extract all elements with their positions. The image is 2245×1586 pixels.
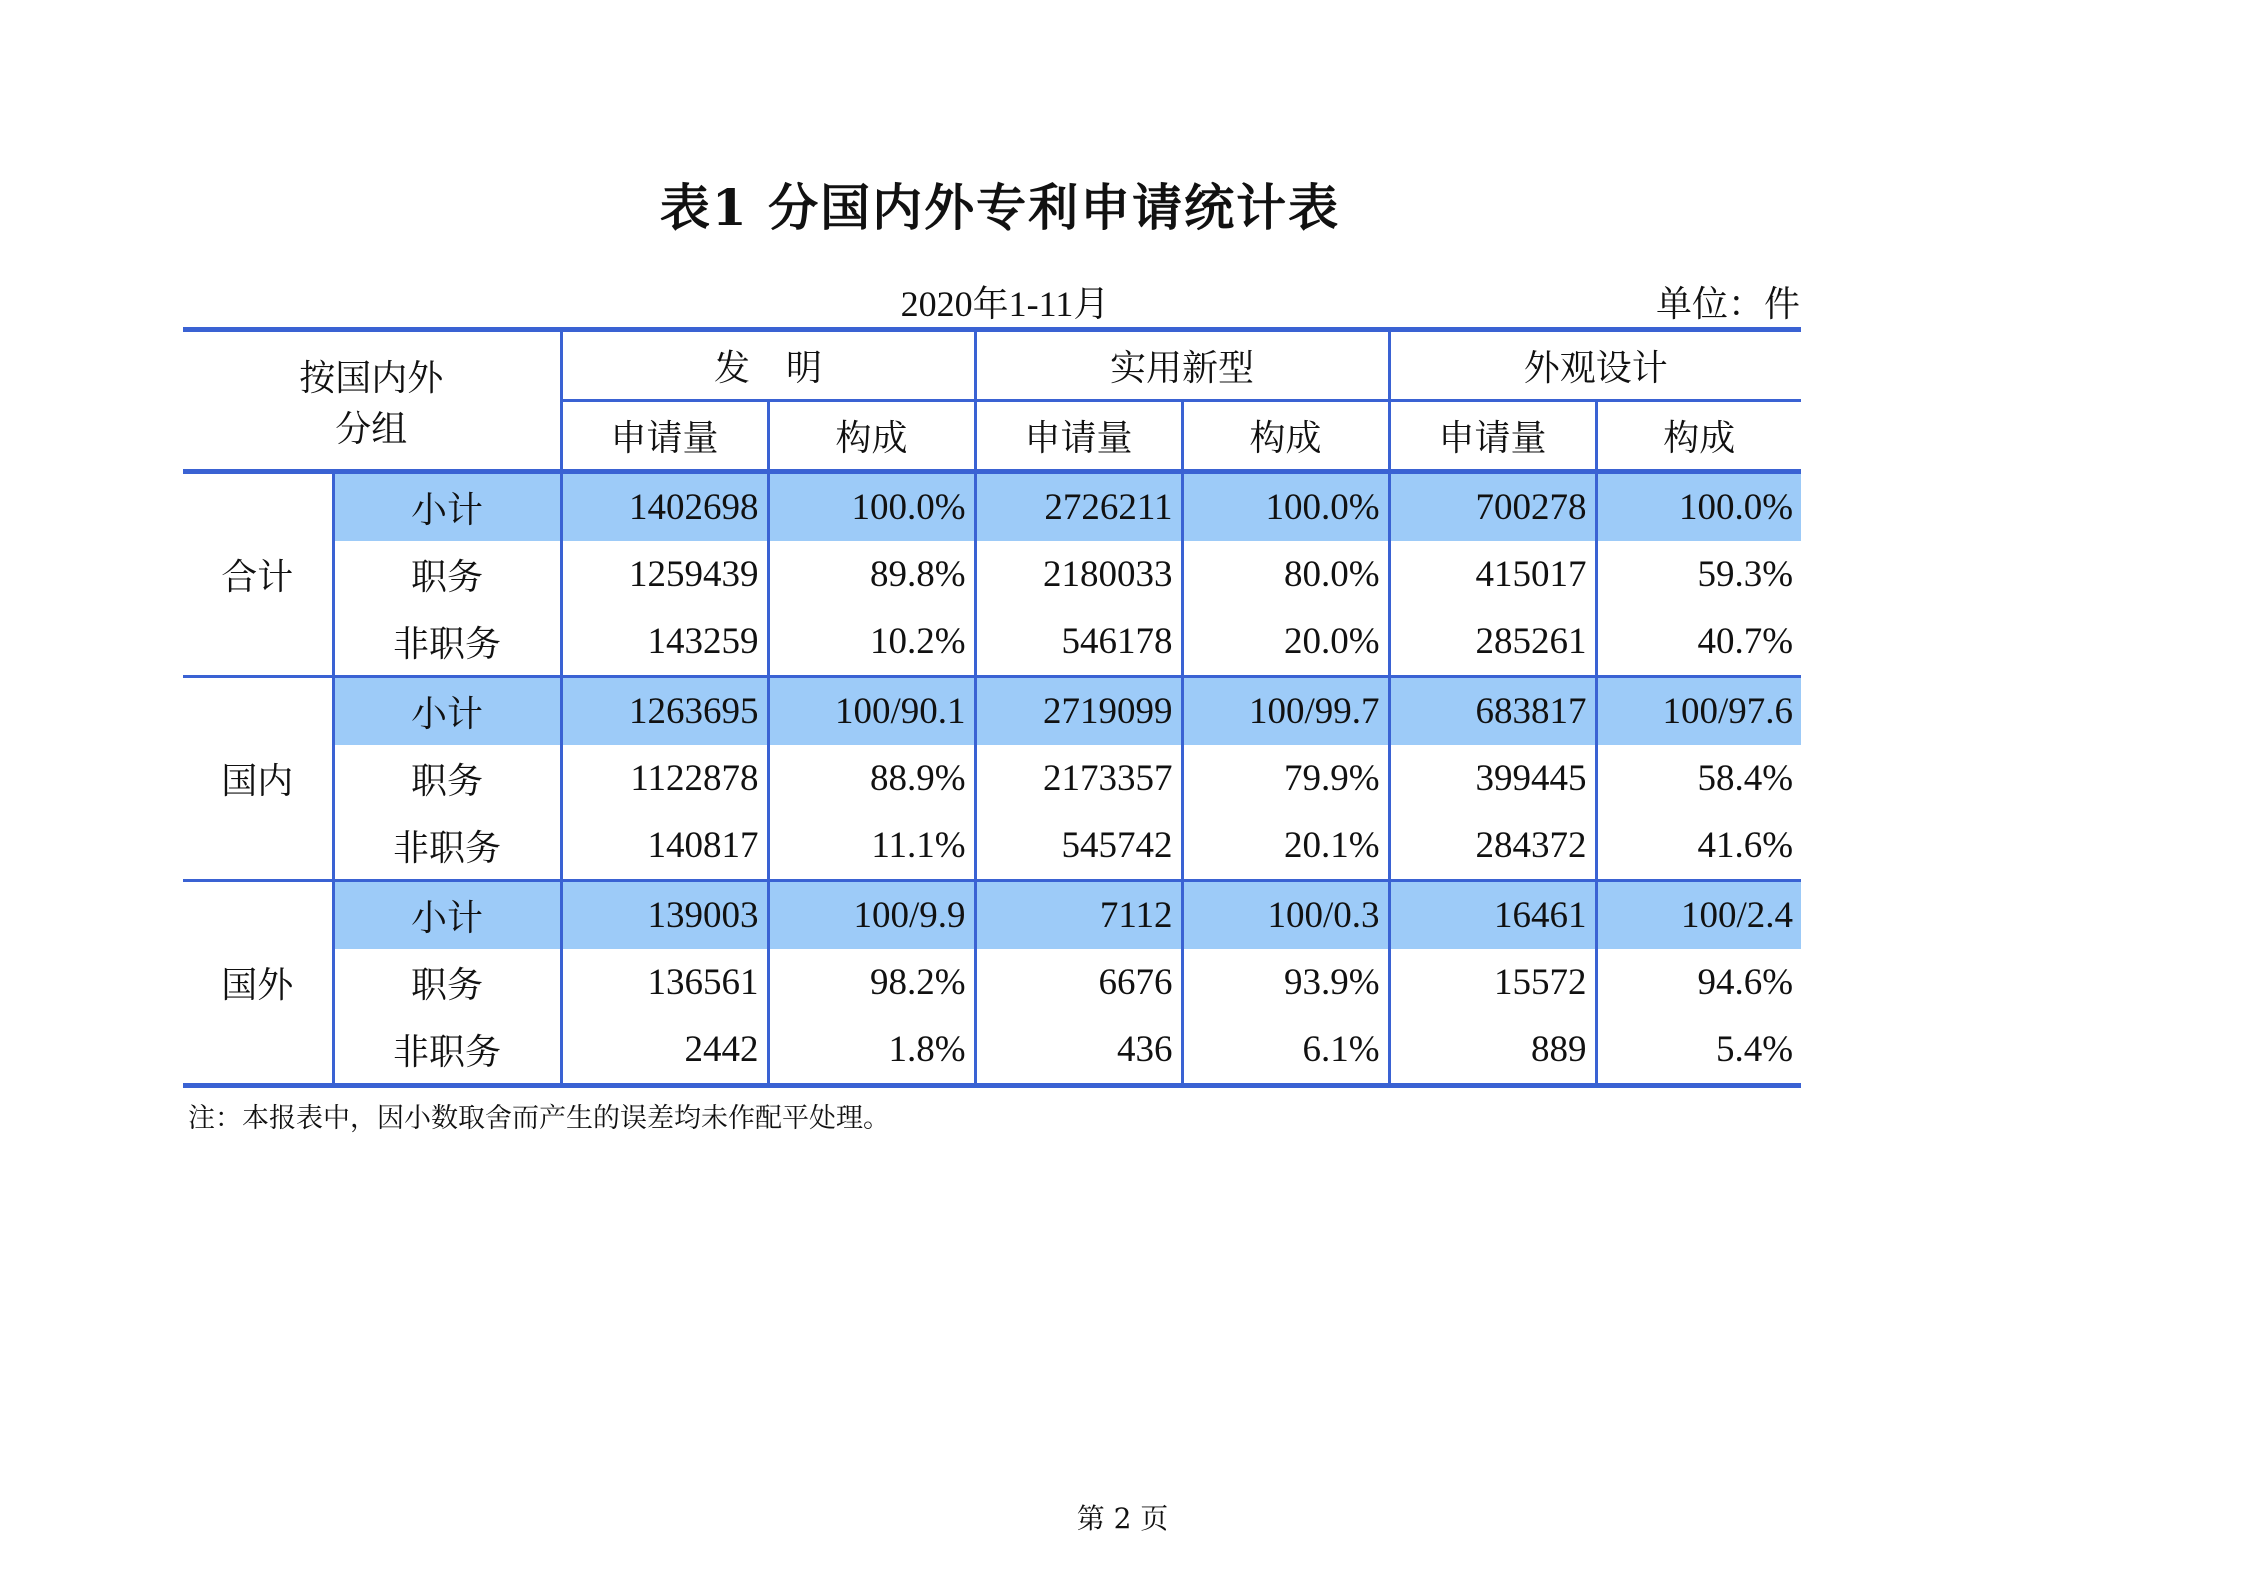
row-label: 小计: [333, 881, 561, 950]
unit-label: 单位：件: [1655, 284, 1800, 325]
value-cell: 284372: [1389, 812, 1596, 881]
value-cell: 100/0.3: [1182, 881, 1389, 950]
row-label: 非职务: [333, 812, 561, 881]
value-cell: 100.0%: [1182, 472, 1389, 542]
value-cell: 415017: [1389, 541, 1596, 608]
value-cell: 5.4%: [1596, 1016, 1801, 1086]
row-label: 职务: [333, 949, 561, 1016]
group-label-domestic: 国内: [183, 677, 333, 881]
table-row: [183, 677, 1801, 746]
value-cell: 436: [975, 1016, 1182, 1086]
value-cell: 140817: [561, 812, 768, 881]
value-cell: 2726211: [975, 472, 1182, 542]
value-cell: 16461: [1389, 881, 1596, 950]
table-row: [183, 881, 1801, 950]
footnote: 注：本报表中，因小数取舍而产生的误差均未作配平处理。: [188, 1103, 890, 1134]
value-cell: 1.8%: [768, 1016, 975, 1086]
table-row: [183, 541, 1801, 608]
value-cell: 10.2%: [768, 608, 975, 677]
value-cell: 1259439: [561, 541, 768, 608]
value-cell: 2173357: [975, 745, 1182, 812]
row-label: 非职务: [333, 1016, 561, 1086]
value-cell: 79.9%: [1182, 745, 1389, 812]
value-cell: 6.1%: [1182, 1016, 1389, 1086]
value-cell: 100.0%: [1596, 472, 1801, 542]
value-cell: 100/97.6: [1596, 677, 1801, 746]
table-title: 表1 分国内外专利申请统计表: [659, 178, 1341, 237]
value-cell: 700278: [1389, 472, 1596, 542]
value-cell: 58.4%: [1596, 745, 1801, 812]
value-cell: 20.1%: [1182, 812, 1389, 881]
subcol-design-share: 构成: [1596, 401, 1801, 472]
value-cell: 100/99.7: [1182, 677, 1389, 746]
value-cell: 40.7%: [1596, 608, 1801, 677]
value-cell: 683817: [1389, 677, 1596, 746]
value-cell: 100/2.4: [1596, 881, 1801, 950]
subcol-invention-count: 申请量: [561, 401, 768, 472]
category-design: 外观设计: [1389, 330, 1801, 401]
value-cell: 546178: [975, 608, 1182, 677]
value-cell: 100/9.9: [768, 881, 975, 950]
row-label: 非职务: [333, 608, 561, 677]
category-utility-model: 实用新型: [975, 330, 1389, 401]
subcol-design-count: 申请量: [1389, 401, 1596, 472]
group-header-line1: 按国内外: [299, 357, 444, 399]
value-cell: 136561: [561, 949, 768, 1016]
value-cell: 89.8%: [768, 541, 975, 608]
row-label: 小计: [333, 677, 561, 746]
table-row: [183, 745, 1801, 812]
group-label-total: 合计: [183, 472, 333, 677]
value-cell: 11.1%: [768, 812, 975, 881]
value-cell: 889: [1389, 1016, 1596, 1086]
subcol-invention-share: 构成: [768, 401, 975, 472]
value-cell: 2442: [561, 1016, 768, 1086]
value-cell: 1402698: [561, 472, 768, 542]
page-number: 第 2 页: [1076, 1502, 1169, 1535]
period-label: 2020年1-11月: [900, 284, 1110, 324]
value-cell: 41.6%: [1596, 812, 1801, 881]
value-cell: 139003: [561, 881, 768, 950]
value-cell: 1122878: [561, 745, 768, 812]
value-cell: 100/90.1: [768, 677, 975, 746]
table-row: [183, 472, 1801, 542]
value-cell: 2719099: [975, 677, 1182, 746]
value-cell: 80.0%: [1182, 541, 1389, 608]
value-cell: 399445: [1389, 745, 1596, 812]
value-cell: 285261: [1389, 608, 1596, 677]
subcol-utility-share: 构成: [1182, 401, 1389, 472]
patent-statistics-table: [183, 327, 1801, 1088]
group-header-line2: 分组: [335, 408, 408, 450]
row-label: 职务: [333, 541, 561, 608]
value-cell: 94.6%: [1596, 949, 1801, 1016]
row-label: 职务: [333, 745, 561, 812]
group-header-cell: [183, 330, 561, 472]
table-row: [183, 949, 1801, 1016]
value-cell: 545742: [975, 812, 1182, 881]
value-cell: 20.0%: [1182, 608, 1389, 677]
value-cell: 6676: [975, 949, 1182, 1016]
value-cell: 100.0%: [768, 472, 975, 542]
group-label-foreign: 国外: [183, 881, 333, 1086]
table-row: [183, 1016, 1801, 1086]
subcol-utility-count: 申请量: [975, 401, 1182, 472]
value-cell: 143259: [561, 608, 768, 677]
value-cell: 15572: [1389, 949, 1596, 1016]
value-cell: 2180033: [975, 541, 1182, 608]
table-row: [183, 608, 1801, 677]
value-cell: 7112: [975, 881, 1182, 950]
category-invention: 发 明: [561, 330, 975, 401]
value-cell: 98.2%: [768, 949, 975, 1016]
value-cell: 1263695: [561, 677, 768, 746]
table-row: [183, 812, 1801, 881]
value-cell: 88.9%: [768, 745, 975, 812]
value-cell: 93.9%: [1182, 949, 1389, 1016]
row-label: 小计: [333, 472, 561, 542]
value-cell: 59.3%: [1596, 541, 1801, 608]
